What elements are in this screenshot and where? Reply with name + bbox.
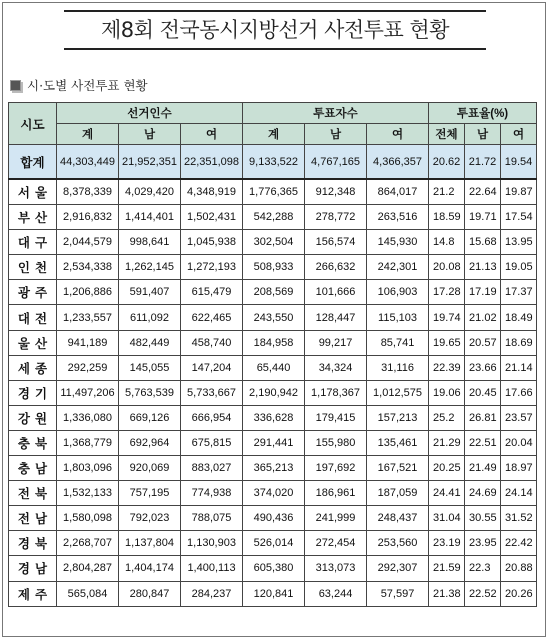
title-rule-top (64, 10, 486, 12)
cell-voters-male: 266,632 (305, 255, 367, 280)
cell-electors-female: 1,272,193 (181, 255, 243, 280)
region-label: 인천 (9, 255, 57, 280)
total-electors-female: 22,351,098 (181, 145, 243, 180)
cell-turnout-total: 24.41 (429, 481, 465, 506)
cell-turnout-total: 19.06 (429, 380, 465, 405)
cell-voters-male: 155,980 (305, 430, 367, 455)
table-row (9, 230, 537, 255)
cell-turnout-total: 19.65 (429, 330, 465, 355)
table-row (9, 581, 537, 606)
cell-electors-female: 5,733,667 (181, 380, 243, 405)
table-row (9, 355, 537, 380)
table-row (9, 255, 537, 280)
cell-voters-total: 490,436 (243, 506, 305, 531)
cell-voters-female: 248,437 (367, 506, 429, 531)
table-row (9, 556, 537, 581)
cell-voters-female: 1,012,575 (367, 380, 429, 405)
region-label: 강원 (9, 405, 57, 430)
header-voters-total: 계 (243, 124, 305, 145)
cell-electors-male: 920,069 (119, 456, 181, 481)
cell-electors-male: 692,964 (119, 430, 181, 455)
region-label: 충남 (9, 456, 57, 481)
cell-voters-female: 31,116 (367, 355, 429, 380)
cell-turnout-total: 31.04 (429, 506, 465, 531)
cell-voters-female: 187,059 (367, 481, 429, 506)
table-row (9, 506, 537, 531)
cell-voters-female: 263,516 (367, 205, 429, 230)
total-electors-male: 21,952,351 (119, 145, 181, 180)
page-title: 제8회 전국동시지방선거 사전투표 현황 (101, 18, 449, 42)
cell-turnout-male: 15.68 (465, 230, 501, 255)
cell-voters-female: 145,930 (367, 230, 429, 255)
table-row (9, 531, 537, 556)
cell-turnout-total: 20.08 (429, 255, 465, 280)
cell-electors-female: 622,465 (181, 305, 243, 330)
header-voters-female: 여 (367, 124, 429, 145)
header-region: 시도 (9, 103, 57, 145)
cell-turnout-female: 17.37 (501, 280, 537, 305)
table-row (9, 380, 537, 405)
cell-electors-male: 757,195 (119, 481, 181, 506)
cell-electors-total: 292,259 (57, 355, 119, 380)
cell-turnout-total: 21.29 (429, 430, 465, 455)
header-turnout: 투표율(%) (429, 103, 537, 124)
header-voters: 투표자수 (243, 103, 429, 124)
cell-voters-male: 241,999 (305, 506, 367, 531)
cell-turnout-female: 21.14 (501, 355, 537, 380)
cell-voters-total: 120,841 (243, 581, 305, 606)
cell-voters-male: 128,447 (305, 305, 367, 330)
cell-turnout-total: 18.59 (429, 205, 465, 230)
cell-electors-total: 1,580,098 (57, 506, 119, 531)
cell-voters-female: 57,597 (367, 581, 429, 606)
cell-electors-male: 1,414,401 (119, 205, 181, 230)
cell-turnout-female: 13.95 (501, 230, 537, 255)
total-voters-total: 9,133,522 (243, 145, 305, 180)
cell-turnout-male: 20.57 (465, 330, 501, 355)
cell-voters-male: 272,454 (305, 531, 367, 556)
cell-voters-male: 1,178,367 (305, 380, 367, 405)
cell-turnout-total: 17.28 (429, 280, 465, 305)
table-row (9, 330, 537, 355)
cell-turnout-female: 19.87 (501, 179, 537, 205)
square-bullet-icon (10, 80, 21, 91)
cell-turnout-male: 26.81 (465, 405, 501, 430)
cell-electors-female: 1,400,113 (181, 556, 243, 581)
cell-turnout-total: 21.59 (429, 556, 465, 581)
cell-turnout-female: 18.49 (501, 305, 537, 330)
cell-voters-male: 63,244 (305, 581, 367, 606)
cell-turnout-total: 22.39 (429, 355, 465, 380)
cell-voters-total: 542,288 (243, 205, 305, 230)
cell-electors-total: 941,189 (57, 330, 119, 355)
cell-voters-male: 313,073 (305, 556, 367, 581)
region-label: 세종 (9, 355, 57, 380)
cell-turnout-total: 20.25 (429, 456, 465, 481)
cell-turnout-female: 31.52 (501, 506, 537, 531)
region-label: 전북 (9, 481, 57, 506)
total-turnout-female: 19.54 (501, 145, 537, 180)
cell-electors-total: 1,368,779 (57, 430, 119, 455)
table-row (9, 456, 537, 481)
cell-turnout-male: 23.66 (465, 355, 501, 380)
cell-voters-total: 184,958 (243, 330, 305, 355)
cell-voters-male: 278,772 (305, 205, 367, 230)
cell-voters-female: 864,017 (367, 179, 429, 205)
cell-turnout-female: 18.97 (501, 456, 537, 481)
cell-turnout-female: 20.88 (501, 556, 537, 581)
cell-electors-female: 147,204 (181, 355, 243, 380)
cell-electors-male: 5,763,539 (119, 380, 181, 405)
cell-turnout-total: 25.2 (429, 405, 465, 430)
header-electors: 선거인수 (57, 103, 243, 124)
cell-electors-female: 788,075 (181, 506, 243, 531)
header-electors-male: 남 (119, 124, 181, 145)
region-label: 전남 (9, 506, 57, 531)
cell-turnout-female: 23.57 (501, 405, 537, 430)
table-row (9, 205, 537, 230)
cell-electors-female: 1,045,938 (181, 230, 243, 255)
header-turnout-female: 여 (501, 124, 537, 145)
cell-voters-male: 101,666 (305, 280, 367, 305)
cell-voters-female: 242,301 (367, 255, 429, 280)
cell-electors-male: 280,847 (119, 581, 181, 606)
cell-voters-total: 302,504 (243, 230, 305, 255)
cell-voters-total: 605,380 (243, 556, 305, 581)
total-row (9, 145, 537, 180)
cell-turnout-total: 19.74 (429, 305, 465, 330)
cell-electors-total: 1,803,096 (57, 456, 119, 481)
cell-voters-male: 99,217 (305, 330, 367, 355)
cell-turnout-male: 21.13 (465, 255, 501, 280)
cell-voters-total: 243,550 (243, 305, 305, 330)
cell-voters-female: 253,560 (367, 531, 429, 556)
cell-voters-total: 508,933 (243, 255, 305, 280)
cell-voters-female: 115,103 (367, 305, 429, 330)
cell-electors-total: 2,804,287 (57, 556, 119, 581)
header-turnout-total: 전체 (429, 124, 465, 145)
cell-turnout-female: 24.14 (501, 481, 537, 506)
cell-electors-female: 666,954 (181, 405, 243, 430)
cell-voters-male: 179,415 (305, 405, 367, 430)
cell-turnout-female: 17.54 (501, 205, 537, 230)
table-row (9, 405, 537, 430)
region-label: 경북 (9, 531, 57, 556)
cell-electors-total: 1,206,886 (57, 280, 119, 305)
cell-electors-male: 998,641 (119, 230, 181, 255)
cell-turnout-male: 22.51 (465, 430, 501, 455)
cell-turnout-male: 30.55 (465, 506, 501, 531)
cell-electors-female: 883,027 (181, 456, 243, 481)
total-electors-total: 44,303,449 (57, 145, 119, 180)
region-label: 대구 (9, 230, 57, 255)
region-label: 대전 (9, 305, 57, 330)
section-heading (10, 76, 148, 94)
header-electors-total: 계 (57, 124, 119, 145)
cell-turnout-male: 20.45 (465, 380, 501, 405)
region-label: 울산 (9, 330, 57, 355)
cell-electors-male: 1,262,145 (119, 255, 181, 280)
table-row (9, 430, 537, 455)
cell-voters-male: 156,574 (305, 230, 367, 255)
cell-electors-total: 1,233,557 (57, 305, 119, 330)
cell-turnout-female: 20.26 (501, 581, 537, 606)
cell-electors-total: 2,534,338 (57, 255, 119, 280)
cell-turnout-male: 21.49 (465, 456, 501, 481)
cell-electors-male: 482,449 (119, 330, 181, 355)
cell-voters-total: 365,213 (243, 456, 305, 481)
cell-turnout-male: 17.19 (465, 280, 501, 305)
cell-turnout-total: 23.19 (429, 531, 465, 556)
total-row-label: 합계 (9, 145, 57, 180)
cell-turnout-male: 24.69 (465, 481, 501, 506)
total-voters-male: 4,767,165 (305, 145, 367, 180)
cell-voters-total: 291,441 (243, 430, 305, 455)
cell-electors-female: 774,938 (181, 481, 243, 506)
cell-voters-female: 106,903 (367, 280, 429, 305)
cell-voters-male: 34,324 (305, 355, 367, 380)
table-row (9, 280, 537, 305)
table-row (9, 481, 537, 506)
cell-voters-total: 2,190,942 (243, 380, 305, 405)
cell-voters-total: 208,569 (243, 280, 305, 305)
cell-voters-male: 186,961 (305, 481, 367, 506)
cell-turnout-female: 20.04 (501, 430, 537, 455)
header-electors-female: 여 (181, 124, 243, 145)
cell-electors-male: 145,055 (119, 355, 181, 380)
cell-electors-male: 1,137,804 (119, 531, 181, 556)
cell-electors-male: 669,126 (119, 405, 181, 430)
cell-electors-total: 565,084 (57, 581, 119, 606)
table-row (9, 179, 537, 205)
cell-turnout-total: 21.38 (429, 581, 465, 606)
cell-voters-female: 292,307 (367, 556, 429, 581)
region-label: 충북 (9, 430, 57, 455)
cell-turnout-male: 19.71 (465, 205, 501, 230)
cell-voters-total: 526,014 (243, 531, 305, 556)
cell-voters-female: 167,521 (367, 456, 429, 481)
cell-turnout-female: 19.05 (501, 255, 537, 280)
region-label: 부산 (9, 205, 57, 230)
region-rows (9, 179, 537, 606)
section-heading-text: 시·도별 사전투표 현황 (27, 78, 148, 93)
cell-electors-total: 2,268,707 (57, 531, 119, 556)
cell-turnout-female: 17.66 (501, 380, 537, 405)
cell-voters-total: 65,440 (243, 355, 305, 380)
cell-electors-male: 792,023 (119, 506, 181, 531)
cell-electors-total: 1,336,080 (57, 405, 119, 430)
cell-turnout-male: 22.3 (465, 556, 501, 581)
cell-turnout-male: 21.02 (465, 305, 501, 330)
cell-electors-total: 2,916,832 (57, 205, 119, 230)
turnout-table (8, 102, 537, 607)
header-turnout-male: 남 (465, 124, 501, 145)
cell-electors-female: 615,479 (181, 280, 243, 305)
cell-turnout-total: 21.2 (429, 179, 465, 205)
cell-electors-female: 4,348,919 (181, 179, 243, 205)
cell-electors-male: 4,029,420 (119, 179, 181, 205)
region-label: 광주 (9, 280, 57, 305)
total-turnout-total: 20.62 (429, 145, 465, 180)
cell-voters-male: 197,692 (305, 456, 367, 481)
cell-electors-female: 1,502,431 (181, 205, 243, 230)
cell-turnout-male: 22.64 (465, 179, 501, 205)
cell-electors-total: 2,044,579 (57, 230, 119, 255)
cell-electors-male: 591,407 (119, 280, 181, 305)
cell-turnout-total: 14.8 (429, 230, 465, 255)
cell-electors-female: 284,237 (181, 581, 243, 606)
cell-voters-total: 374,020 (243, 481, 305, 506)
cell-voters-female: 157,213 (367, 405, 429, 430)
cell-electors-female: 675,815 (181, 430, 243, 455)
cell-electors-male: 611,092 (119, 305, 181, 330)
header-voters-male: 남 (305, 124, 367, 145)
table-row (9, 305, 537, 330)
cell-turnout-female: 18.69 (501, 330, 537, 355)
cell-electors-total: 11,497,206 (57, 380, 119, 405)
cell-turnout-male: 23.95 (465, 531, 501, 556)
cell-electors-male: 1,404,174 (119, 556, 181, 581)
cell-electors-female: 458,740 (181, 330, 243, 355)
cell-electors-total: 8,378,339 (57, 179, 119, 205)
cell-voters-female: 85,741 (367, 330, 429, 355)
region-label: 경남 (9, 556, 57, 581)
total-turnout-male: 21.72 (465, 145, 501, 180)
total-voters-female: 4,366,357 (367, 145, 429, 180)
cell-turnout-female: 22.42 (501, 531, 537, 556)
cell-voters-female: 135,461 (367, 430, 429, 455)
cell-voters-total: 336,628 (243, 405, 305, 430)
cell-voters-male: 912,348 (305, 179, 367, 205)
title-rule-bottom (64, 48, 486, 50)
cell-voters-total: 1,776,365 (243, 179, 305, 205)
cell-electors-female: 1,130,903 (181, 531, 243, 556)
cell-electors-total: 1,532,133 (57, 481, 119, 506)
region-label: 경기 (9, 380, 57, 405)
region-label: 제주 (9, 581, 57, 606)
cell-turnout-male: 22.52 (465, 581, 501, 606)
region-label: 서울 (9, 179, 57, 205)
